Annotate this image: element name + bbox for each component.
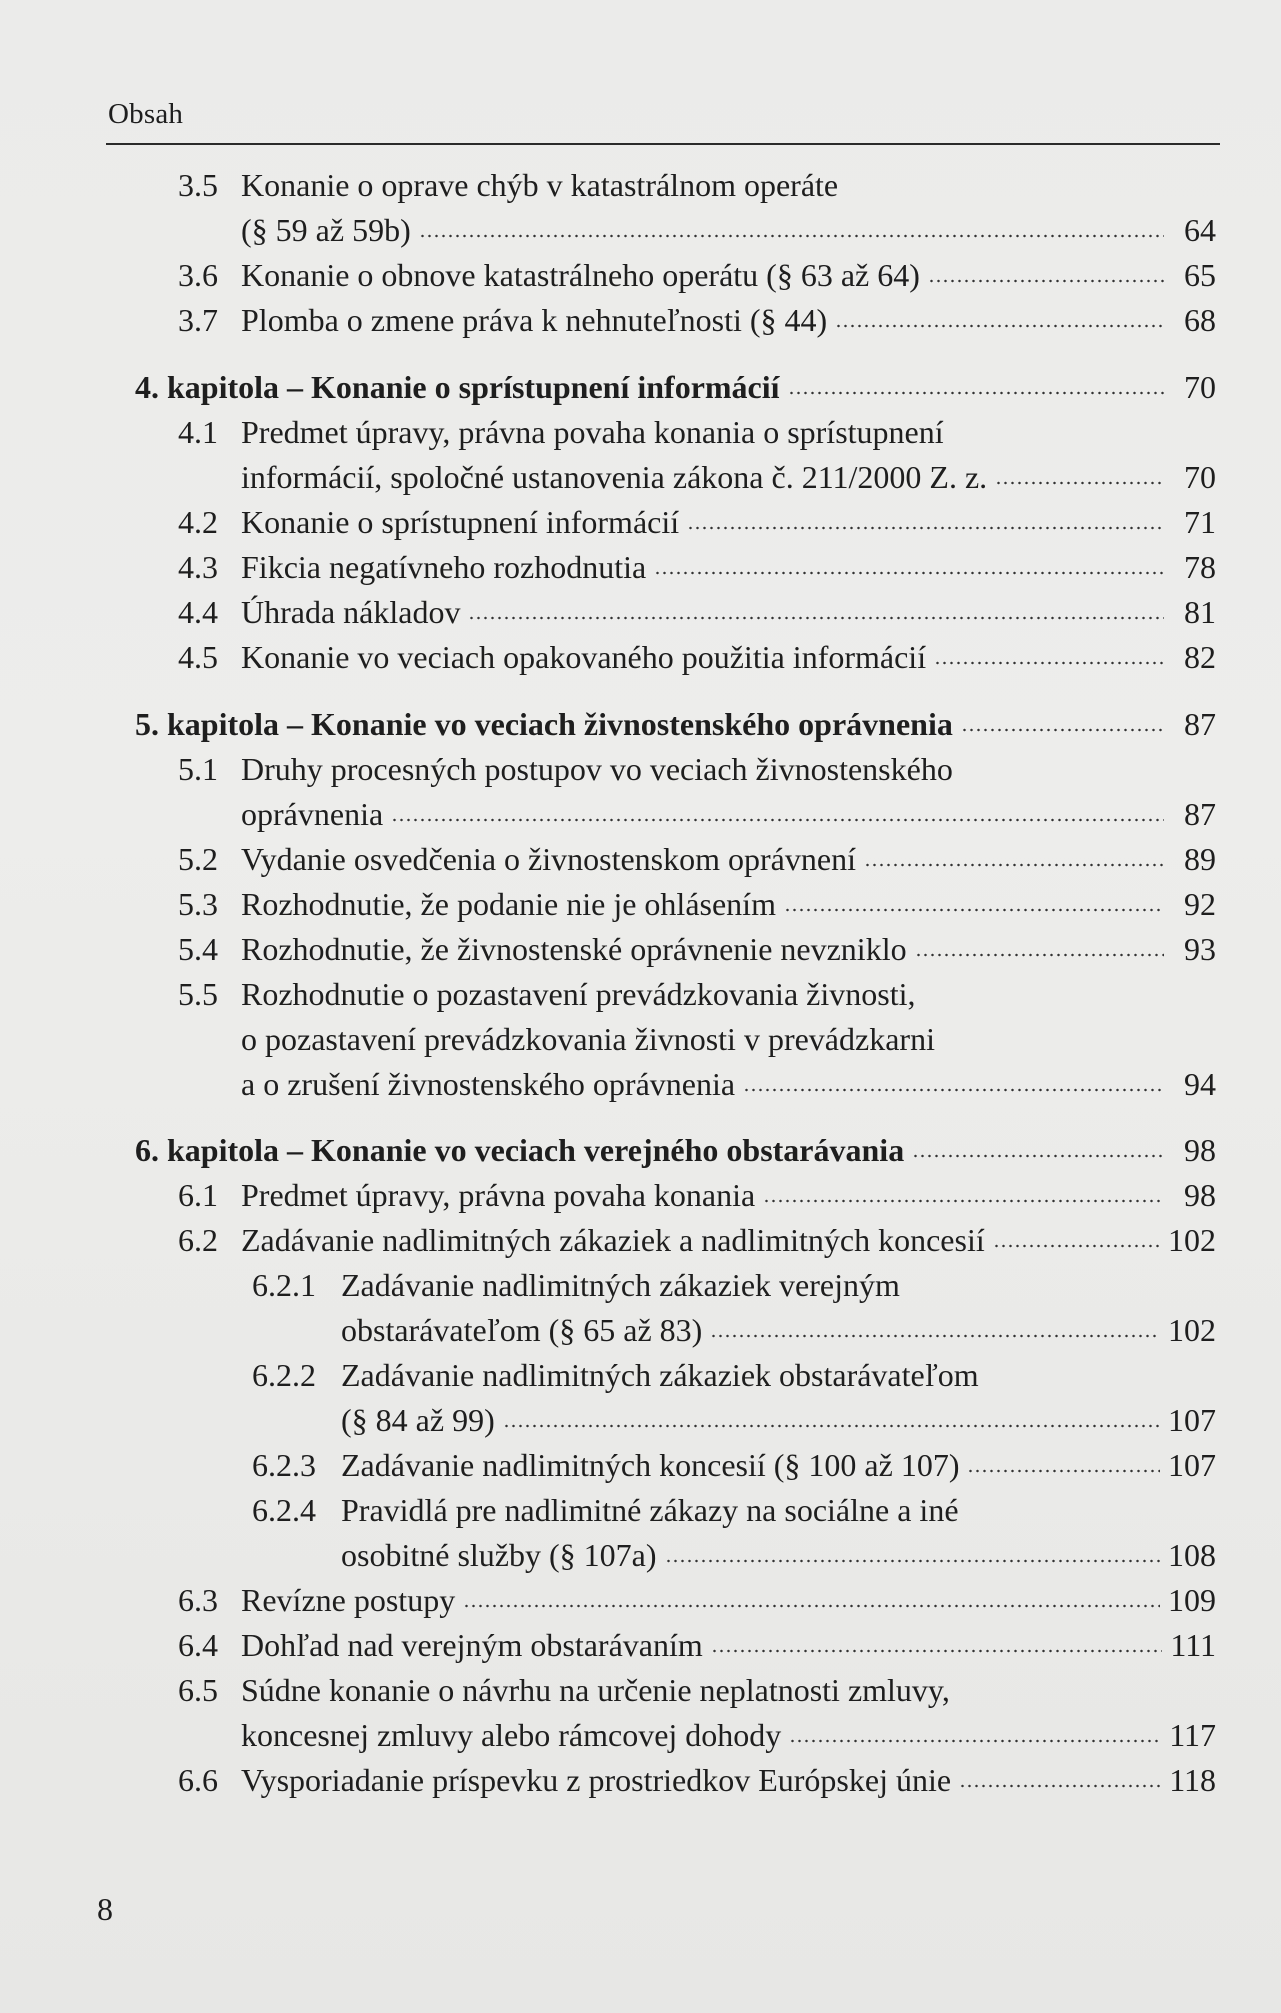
toc-entry-num: 3.7 bbox=[178, 302, 218, 338]
toc-entry-title: Dohľad nad verejným obstarávaním bbox=[241, 1627, 703, 1663]
toc-page-number: 82 bbox=[1184, 639, 1216, 675]
toc-page-number: 98 bbox=[1184, 1132, 1216, 1168]
leader-dots bbox=[654, 570, 1164, 576]
toc-page-number: 102 bbox=[1168, 1312, 1216, 1348]
leader-dots bbox=[784, 907, 1164, 913]
toc-entry-title: Konanie o sprístupnení informácií bbox=[241, 504, 680, 540]
toc-entry-title: Konanie o obnove katastrálneho operátu (§ 63 až 64) bbox=[241, 257, 920, 293]
leader-dots bbox=[419, 233, 1164, 239]
toc-entry-title: Vysporiadanie príspevku z prostriedkov Európskej únie bbox=[241, 1762, 952, 1798]
toc-entry-num: 4.1 bbox=[178, 414, 218, 450]
toc-page-number: 64 bbox=[1184, 212, 1216, 248]
toc-entry-num: 3.6 bbox=[178, 257, 218, 293]
toc-entry-title: Zadávanie nadlimitných koncesií (§ 100 až 107) bbox=[341, 1447, 960, 1483]
toc-entry-6-3 bbox=[178, 1578, 1216, 1623]
toc-page-number: 70 bbox=[1184, 369, 1216, 405]
toc-page-number: 98 bbox=[1184, 1177, 1216, 1213]
leader-dots bbox=[468, 615, 1164, 621]
toc-chapter-5 bbox=[135, 702, 1216, 747]
toc-entry-5-3 bbox=[178, 882, 1216, 927]
toc-entry-title: (§ 59 až 59b) bbox=[241, 212, 411, 248]
leader-dots bbox=[959, 1783, 1161, 1789]
toc-page-number: 78 bbox=[1184, 549, 1216, 585]
toc-entry-title: Úhrada nákladov bbox=[241, 594, 461, 630]
toc-entry-title: Rozhodnutie, že živnostenské oprávnenie nevzniklo bbox=[241, 931, 907, 967]
toc-entry-num: 5.3 bbox=[178, 886, 218, 922]
toc-entry-title: Súdne konanie o návrhu na určenie neplatnosti zmluvy, bbox=[241, 1672, 950, 1708]
toc-entry-title: Predmet úpravy, právna povaha konania bbox=[241, 1177, 756, 1213]
toc-page-number: 87 bbox=[1184, 706, 1216, 742]
toc-entry-num: 4.2 bbox=[178, 504, 218, 540]
toc-entry-4-3 bbox=[178, 545, 1216, 590]
toc-chapter-title: 5. kapitola – Konanie vo veciach živnostenského oprávnenia bbox=[135, 706, 953, 742]
toc-page-number: 107 bbox=[1168, 1447, 1216, 1483]
toc-entry-num: 6.1 bbox=[178, 1177, 218, 1213]
toc-entry-6-2-3 bbox=[252, 1443, 1216, 1488]
page-number: 8 bbox=[97, 1891, 113, 1927]
toc-entry-3-7 bbox=[178, 298, 1216, 343]
toc-page-number: 71 bbox=[1184, 504, 1216, 540]
toc-entry-title: informácií, spoločné ustanovenia zákona č. 211/2000 Z. z. bbox=[241, 459, 988, 495]
toc-entry-4-2 bbox=[178, 500, 1216, 545]
toc-entry-num: 6.2.3 bbox=[252, 1447, 316, 1483]
toc-entry-5-4 bbox=[178, 927, 1216, 972]
toc-entry-title: Rozhodnutie o pozastavení prevádzkovania živnosti, bbox=[241, 976, 916, 1012]
toc-entry-title: (§ 84 až 99) bbox=[341, 1402, 495, 1438]
leader-dots bbox=[995, 480, 1164, 486]
toc-page-number: 111 bbox=[1170, 1627, 1216, 1663]
toc-entry-3-5 bbox=[241, 208, 1216, 253]
toc-entry-num: 6.2.1 bbox=[252, 1267, 316, 1303]
toc-entry-6-2-1 bbox=[341, 1308, 1216, 1353]
toc-entry-title: Zadávanie nadlimitných zákaziek obstarávateľom bbox=[341, 1357, 979, 1393]
toc-entry-6-4 bbox=[178, 1623, 1216, 1668]
leader-dots bbox=[710, 1333, 1160, 1339]
toc-entry-num: 6.2.4 bbox=[252, 1492, 316, 1528]
toc-entry-num: 6.2 bbox=[178, 1222, 218, 1258]
toc-chapter-4 bbox=[135, 365, 1216, 410]
toc-entry-title: Druhy procesných postupov vo veciach živnostenského bbox=[241, 751, 953, 787]
toc-entry-4-4 bbox=[178, 590, 1216, 635]
toc-entry-num: 4.5 bbox=[178, 639, 218, 675]
toc-entry-title: o pozastavení prevádzkovania živnosti v prevádzkarni bbox=[241, 1021, 935, 1057]
leader-dots bbox=[743, 1087, 1164, 1093]
toc-entry-4-5 bbox=[178, 635, 1216, 680]
leader-dots bbox=[961, 727, 1164, 733]
leader-dots bbox=[912, 1153, 1164, 1159]
toc-entry-num: 3.5 bbox=[178, 167, 218, 203]
leader-dots bbox=[967, 1468, 1160, 1474]
leader-dots bbox=[915, 952, 1164, 958]
toc-entry-title: Predmet úpravy, právna povaha konania o sprístupnení bbox=[241, 414, 944, 450]
header-rule bbox=[106, 143, 1220, 145]
toc-entry-title: Plomba o zmene práva k nehnuteľnosti (§ 44) bbox=[241, 302, 828, 338]
toc-entry-title: Konanie vo veciach opakovaného použitia informácií bbox=[241, 639, 927, 675]
leader-dots bbox=[928, 278, 1164, 284]
toc-entry-6-2-2 bbox=[341, 1398, 1216, 1443]
toc-page-number: 108 bbox=[1168, 1537, 1216, 1573]
toc-entry-title: Vydanie osvedčenia o živnostenskom oprávnení bbox=[241, 841, 856, 877]
toc-entry-num: 6.2.2 bbox=[252, 1357, 316, 1393]
toc-entry-6-2 bbox=[178, 1218, 1216, 1263]
running-head: Obsah bbox=[108, 98, 184, 130]
toc-entry-5-5 bbox=[241, 1062, 1216, 1107]
toc-page-number: 107 bbox=[1168, 1402, 1216, 1438]
toc-entry-title: koncesnej zmluvy alebo rámcovej dohody bbox=[241, 1717, 782, 1753]
leader-dots bbox=[763, 1198, 1164, 1204]
toc-chapter-6 bbox=[135, 1128, 1216, 1173]
toc-entry-num: 4.4 bbox=[178, 594, 218, 630]
toc-page-number: 65 bbox=[1184, 257, 1216, 293]
toc-entry-num: 6.6 bbox=[178, 1762, 218, 1798]
leader-dots bbox=[864, 862, 1164, 868]
toc-entry-title: Zadávanie nadlimitných zákaziek a nadlimitných koncesií bbox=[241, 1222, 985, 1258]
toc-entry-title: Konanie o oprave chýb v katastrálnom operáte bbox=[241, 167, 839, 203]
toc-entry-5-1 bbox=[241, 792, 1216, 837]
toc-page-number: 70 bbox=[1184, 459, 1216, 495]
toc-entry-title: oprávnenia bbox=[241, 796, 384, 832]
toc-entry-6-6 bbox=[178, 1758, 1216, 1803]
leader-dots bbox=[835, 323, 1164, 329]
toc-entry-5-2 bbox=[178, 837, 1216, 882]
toc-page-number: 87 bbox=[1184, 796, 1216, 832]
toc-page-number: 93 bbox=[1184, 931, 1216, 967]
toc-page-number: 94 bbox=[1184, 1066, 1216, 1102]
toc-page-number: 89 bbox=[1184, 841, 1216, 877]
toc-entry-4-1 bbox=[241, 455, 1216, 500]
toc-page-number: 81 bbox=[1184, 594, 1216, 630]
toc-entry-6-1 bbox=[178, 1173, 1216, 1218]
toc-page-number: 118 bbox=[1169, 1762, 1216, 1798]
toc-page-number: 117 bbox=[1169, 1717, 1216, 1753]
leader-dots bbox=[934, 660, 1164, 666]
leader-dots bbox=[503, 1423, 1160, 1429]
toc-entry-title: Rozhodnutie, že podanie nie je ohlásením bbox=[241, 886, 776, 922]
toc-entry-num: 4.3 bbox=[178, 549, 218, 585]
toc-entry-title: a o zrušení živnostenského oprávnenia bbox=[241, 1066, 736, 1102]
toc-page-number: 92 bbox=[1184, 886, 1216, 922]
leader-dots bbox=[711, 1648, 1163, 1654]
leader-dots bbox=[687, 525, 1164, 531]
toc-entry-num: 5.4 bbox=[178, 931, 218, 967]
toc-entry-title: obstarávateľom (§ 65 až 83) bbox=[341, 1312, 703, 1348]
toc-entry-num: 6.3 bbox=[178, 1582, 218, 1618]
toc-entry-3-6 bbox=[178, 253, 1216, 298]
toc-entry-6-5 bbox=[241, 1713, 1216, 1758]
toc-entry-title: Zadávanie nadlimitných zákaziek verejným bbox=[341, 1267, 900, 1303]
toc-chapter-title: 4. kapitola – Konanie o sprístupnení informácií bbox=[135, 369, 780, 405]
toc-chapter-title: 6. kapitola – Konanie vo veciach verejného obstarávania bbox=[135, 1132, 905, 1168]
toc-page-number: 68 bbox=[1184, 302, 1216, 338]
leader-dots bbox=[788, 390, 1164, 396]
toc-page-number: 109 bbox=[1168, 1582, 1216, 1618]
leader-dots bbox=[665, 1558, 1161, 1564]
toc-page-number: 102 bbox=[1168, 1222, 1216, 1258]
leader-dots bbox=[463, 1603, 1160, 1609]
toc-entry-num: 5.2 bbox=[178, 841, 218, 877]
leader-dots bbox=[789, 1738, 1161, 1744]
toc-entry-num: 6.5 bbox=[178, 1672, 218, 1708]
toc-entry-num: 5.5 bbox=[178, 976, 218, 1012]
toc-entry-num: 5.1 bbox=[178, 751, 218, 787]
toc-entry-title: Pravidlá pre nadlimitné zákazy na sociálne a iné bbox=[341, 1492, 959, 1528]
toc-entry-title: osobitné služby (§ 107a) bbox=[341, 1537, 657, 1573]
toc-entry-title: Revízne postupy bbox=[241, 1582, 456, 1618]
toc-entry-num: 6.4 bbox=[178, 1627, 218, 1663]
leader-dots bbox=[391, 817, 1164, 823]
toc-entry-title: Fikcia negatívneho rozhodnutia bbox=[241, 549, 647, 585]
leader-dots bbox=[993, 1243, 1160, 1249]
toc-entry-6-2-4 bbox=[341, 1533, 1216, 1578]
